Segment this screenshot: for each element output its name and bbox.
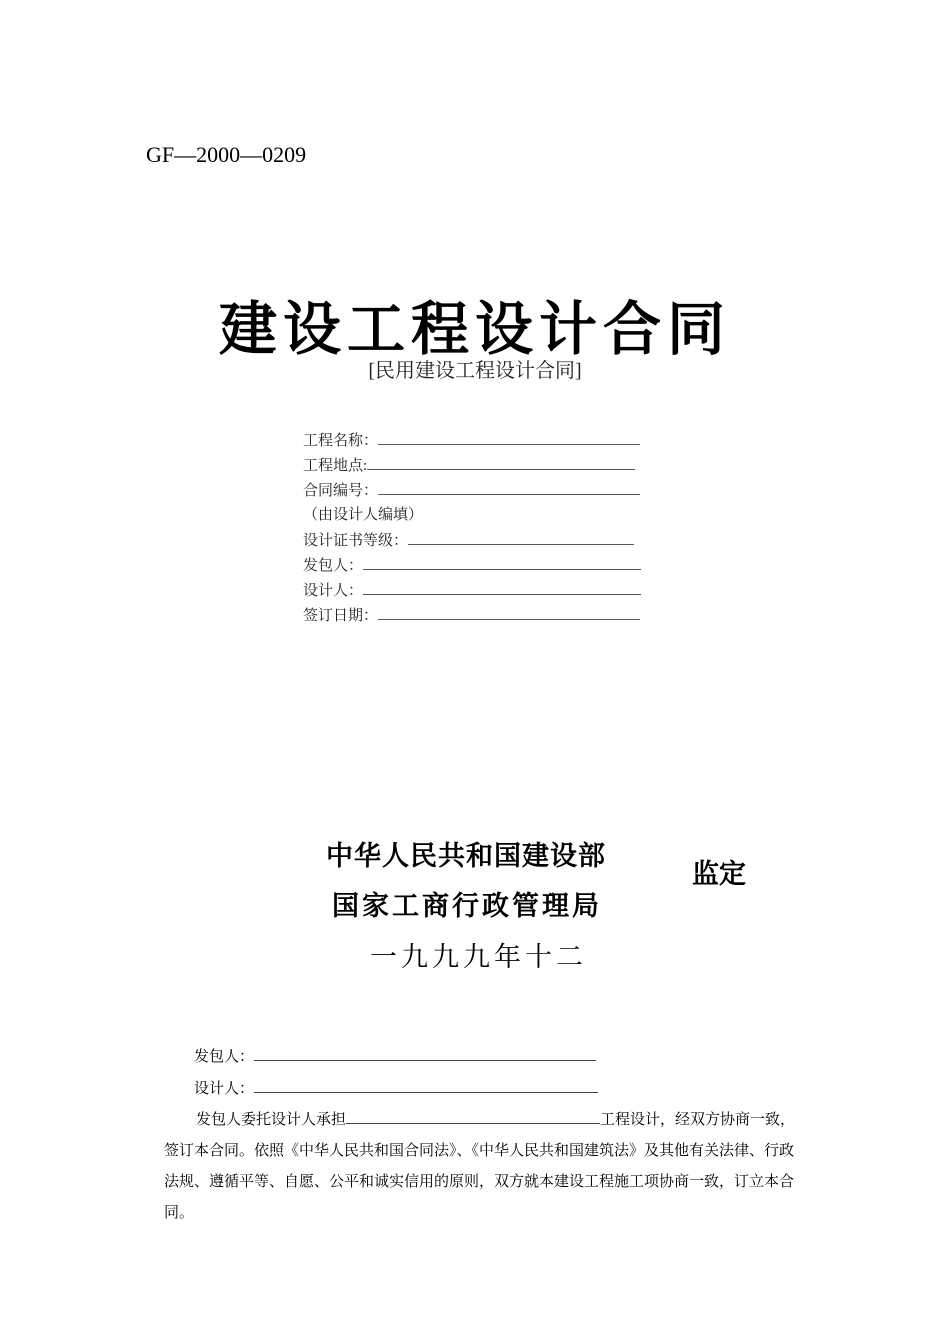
field-contract-number [303,480,640,500]
fill-line [408,530,634,545]
field-label: 工程名称： [303,433,379,449]
fill-line [363,555,641,570]
field-designer [303,580,641,600]
fill-line [254,1046,596,1061]
field-project-location [303,455,635,475]
contract-subtitle: [民用建设工程设计合同] [368,360,582,382]
field-label: 设计证书等级： [303,533,409,549]
party-label: 发包人： [194,1047,255,1065]
preamble-part-1: 发包人委托设计人承担 [196,1110,347,1128]
fill-line [346,1109,600,1124]
field-project-name [303,430,640,450]
approval-mark: 监定 [692,859,746,890]
fill-line [363,580,641,595]
field-label: 工程地点: [303,458,368,474]
fill-line [378,480,640,495]
field-label: 发包人： [303,558,364,574]
contract-preamble [164,1104,804,1228]
party-designer [194,1078,598,1098]
field-note-designer-fill [303,505,423,525]
party-client [194,1046,596,1066]
field-label: （由设计人编填） [303,507,424,523]
document-code: GF—2000—0209 [146,142,307,167]
authority-administration: 国家工商行政管理局 [332,891,602,922]
party-label: 设计人： [194,1079,255,1097]
fill-line [378,430,640,445]
preamble-part-2: 工程设计，经双方协商一致，签订本合同。依照《中华人民共和国合同法》、《中华人民共和国建筑法》及其他有关法律、行政法规、遵循平等、自愿、公平和诚实信用的原则，双方就本建设工程施工项协商一致，订立本合同。 [164,1110,796,1221]
fill-line [367,455,635,470]
issue-date: 一九九九年十二 [370,942,587,973]
field-label: 合同编号： [303,483,379,499]
fill-line [254,1078,598,1093]
field-client [303,555,641,575]
authority-ministry: 中华人民共和国建设部 [326,841,606,872]
field-certificate-level [303,530,634,550]
field-label: 设计人： [303,583,364,599]
contract-title: 建设工程设计合同 [218,297,731,362]
field-sign-date [303,605,640,625]
field-label: 签订日期： [303,608,379,624]
fill-line [378,605,640,620]
